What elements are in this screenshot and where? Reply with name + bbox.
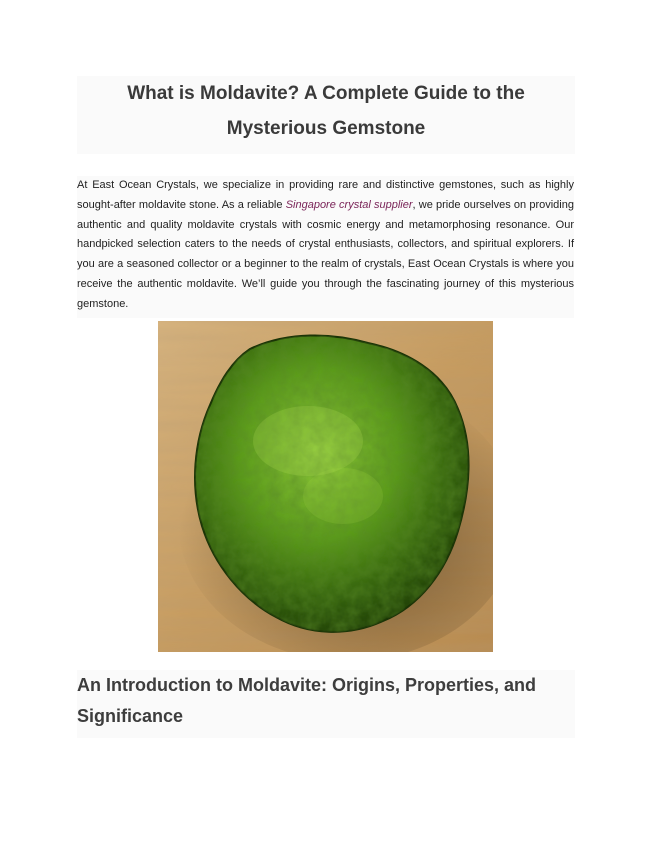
- moldavite-photo: [158, 321, 493, 652]
- section-heading: An Introduction to Moldavite: Origins, Properties, and Significance: [77, 675, 537, 726]
- moldavite-crystal-image: [158, 321, 493, 652]
- title-block: [77, 76, 575, 154]
- section-block: [77, 670, 575, 738]
- intro-text-start: At East Ocean Crystals, we specialize in providing rare and distinctive gemstones, such as highly sought-after moldavite stone. As a reliable: [77, 179, 574, 211]
- intro-text-end: , we pride ourselves on providing authentic and quality moldavite crystals with cosmic energy and metamorphosing resonance. Our handpicked selection caters to the needs of crystal enthusiasts, collectors, and spiritual explorers. If you are a seasoned collector or a beginner to the realm of crystals, East Ocean Crystals is where you receive the authentic moldavite. We’ll guide you through the fascinating journey of this mysterious gemstone.: [77, 198, 574, 310]
- page-title: What is Moldavite? A Complete Guide to the Mysterious Gemstone: [127, 83, 525, 139]
- supplier-link[interactable]: Singapore crystal supplier: [285, 198, 413, 211]
- intro-paragraph: [77, 176, 574, 318]
